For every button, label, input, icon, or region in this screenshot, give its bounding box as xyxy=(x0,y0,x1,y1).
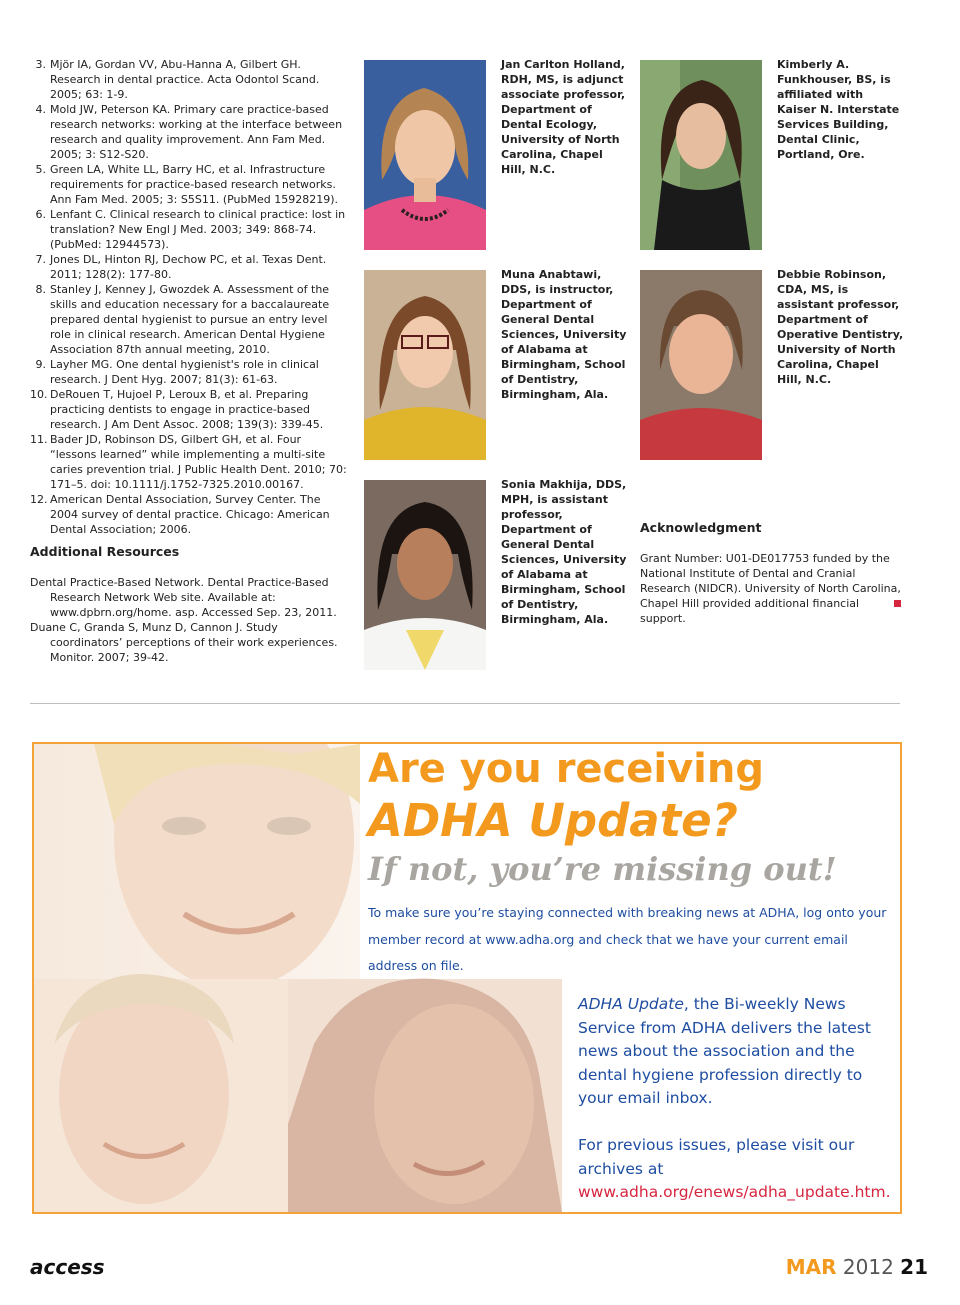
reference-item: 4. Mold JW, Peterson KA. Primary care practice-based research networks: working at the interface between research and quality improvement. Ann Fam Med. 2005; 3: S12-S20. xyxy=(35,103,343,161)
ad-tagline: If not, you’re missing out! xyxy=(368,850,837,888)
ad-description: ADHA Update, the Bi-weekly News Service from ADHA delivers the latest news about the association and the dental hygiene profession directly to your email inbox. xyxy=(578,995,871,1107)
reference-item: 6. Lenfant C. Clinical research to clinical practice: lost in translation? New Engl J Med. 2003; 349: 868-74. (PubMed: 12944573). xyxy=(35,208,346,251)
additional-resources-heading: Additional Resources xyxy=(30,544,180,559)
author-photo-holland xyxy=(364,60,486,250)
ad-update-name: ADHA Update xyxy=(578,995,684,1013)
ad-title: ADHA Update? xyxy=(368,794,738,847)
bio-anabtawi: Muna Anabtawi, DDS, is instructor, Department of General Dental Sciences, University of Alabama at Birmingham, School of Dentistry, Birmingham, Ala. xyxy=(501,268,627,401)
references-list xyxy=(30,57,348,537)
author-photo-funkhouser xyxy=(640,60,762,250)
issue-month: MAR xyxy=(785,1255,837,1279)
reference-item: 9. Layher MG. One dental hygienist's role in clinical research. J Dent Hyg. 2007; 81(3): 61-63. xyxy=(35,358,319,386)
resource-item: Duane C, Granda S, Munz D, Cannon J. Study coordinators’ perceptions of their work experiences. Monitor. 2007; 39-42. xyxy=(30,621,338,664)
issue-year: 2012 xyxy=(842,1255,894,1279)
reference-item: 3. Mjör IA, Gordan VV, Abu-Hanna A, Gilbert GH. Research in dental practice. Acta Odontol Scand. 2005; 63: 1-9. xyxy=(35,58,320,101)
author-photo-robinson xyxy=(640,270,762,460)
ad-archive-text: For previous issues, please visit our archives at www.adha.org/enews/adha_update.htm. xyxy=(578,1136,891,1201)
reference-item: 5. Green LA, White LL, Barry HC, et al. Infrastructure requirements for practice-based research networks. Ann Fam Med. 2005; 3: S5S11. (PubMed 15928219). xyxy=(35,163,339,206)
page-number: 21 xyxy=(900,1255,928,1279)
reference-item: 10. DeRouen T, Hujoel P, Leroux B, et al. Preparing practicing dentists to engage in practice-based research. J Am Dent Assoc. 2008; 139(3): 339-45. xyxy=(30,388,324,431)
resource-item: Dental Practice-Based Network. Dental Practice-Based Research Network Web site. Available at: www.dpbrn.org/home. asp. Accessed Sep. 23, 2011. xyxy=(30,576,337,619)
reference-item: 12. American Dental Association, Survey Center. The 2004 survey of dental practice. Chicago: American Dental Association; 2006. xyxy=(30,493,330,536)
section-divider xyxy=(30,703,900,704)
reference-item: 7. Jones DL, Hinton RJ, Dechow PC, et al. Texas Dent. 2011; 128(2): 177-80. xyxy=(35,253,327,281)
end-of-article-icon xyxy=(894,600,901,607)
archive-link[interactable]: www.adha.org/enews/adha_update.htm. xyxy=(578,1183,891,1201)
author-photo-anabtawi xyxy=(364,270,486,460)
magazine-name: access xyxy=(30,1255,105,1279)
ad-headline: Are you receiving xyxy=(368,746,764,792)
acknowledgment-heading: Acknowledgment xyxy=(640,520,762,535)
issue-date-page xyxy=(786,1255,928,1279)
additional-resources-list xyxy=(30,575,348,665)
bio-robinson: Debbie Robinson, CDA, MS, is assistant professor, Department of Operative Dentistry, University of North Carolina, Chapel Hill, N.C. xyxy=(777,268,904,386)
bio-holland: Jan Carlton Holland, RDH, MS, is adjunct associate professor, Department of Dental Ecology, University of North Carolina, Chapel Hill, N.C. xyxy=(501,58,626,176)
ad-intro-text: To make sure you’re staying connected with breaking news at ADHA, log onto your member record at www.adha.org and check that we have your current email address on file. xyxy=(368,905,887,973)
reference-item: 11. Bader JD, Robinson DS, Gilbert GH, et al. Four “lessons learned” while implementing a multi-site caries prevention trial. J Public Health Dent. 2010; 70: 171–5. doi: 10.1111/j.1752-7325.2010.00167. xyxy=(30,433,347,491)
bio-makhija: Sonia Makhija, DDS, MPH, is assistant professor, Department of General Dental Sciences, University of Alabama at Birmingham, School of Dentistry, Birmingham, Ala. xyxy=(501,478,627,626)
reference-item: 8. Stanley J, Kenney J, Gwozdek A. Assessment of the skills and education necessary for a baccalaureate prepared dental hygienist to pursue an entry level role in clinical research. American Dental Hygiene Association 87th annual meeting, 2010. xyxy=(35,283,330,356)
author-photo-makhija xyxy=(364,480,486,670)
adha-update-ad xyxy=(32,742,902,1214)
bio-funkhouser: Kimberly A. Funkhouser, BS, is affiliated with Kaiser N. Interstate Services Building, Dental Clinic, Portland, Ore. xyxy=(777,58,900,161)
acknowledgment-text: Grant Number: U01-DE017753 funded by the National Institute of Dental and Cranial Research (NIDCR). University of North Carolina, Chapel Hill provided additional financial support. xyxy=(640,552,901,625)
